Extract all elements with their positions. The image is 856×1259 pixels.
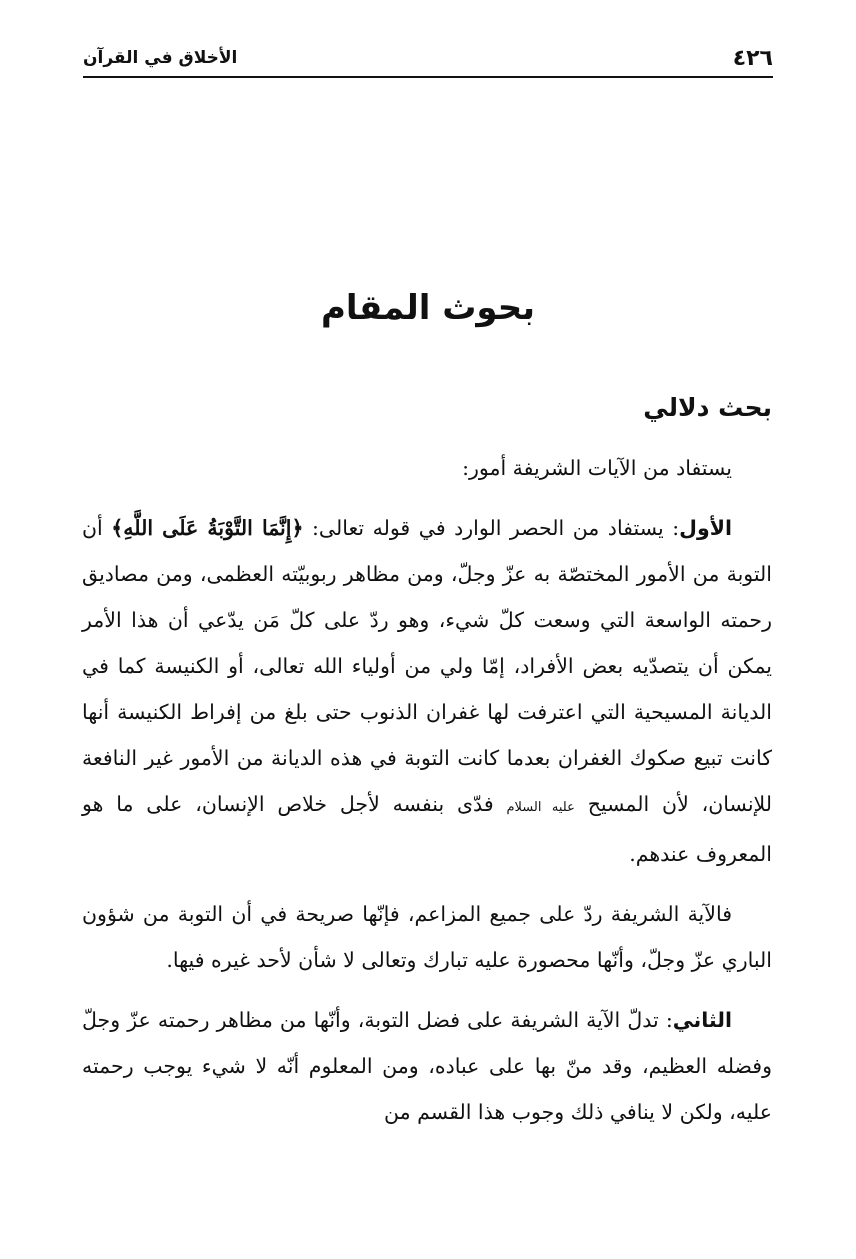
honorific-glyph: عليه السلام bbox=[506, 800, 575, 815]
section-title: بحوث المقام bbox=[321, 288, 535, 328]
point-one-text-c: فدّى بنفسه لأجل خلاص الإنسان، على ما هو المعروف عندهم. bbox=[82, 792, 772, 866]
subsection-title: بحث دلالي bbox=[643, 393, 772, 422]
page-number: ٤٢٦ bbox=[732, 45, 773, 71]
point-two-label: الثاني bbox=[672, 1008, 732, 1032]
point-one-paragraph bbox=[82, 505, 772, 877]
point-two-text: : تدلّ الآية الشريفة على فضل التوبة، وأنّها من مظاهر رحمته عزّ وجلّ وفضله العظيم، وقد منّ بها على عباده، ومن المعلوم أنّه لا شيء يوجب رحمته عليه، ولكن لا ينافي ذلك وجوب هذا القسم من bbox=[82, 1008, 772, 1124]
book-title: الأخلاق في القرآن bbox=[83, 48, 238, 68]
point-two-paragraph bbox=[82, 997, 772, 1135]
quran-verse: ﴿إِنَّمَا التَّوْبَةُ عَلَى اللَّهِ﴾ bbox=[111, 516, 304, 540]
point-one-text-b: أن التوبة من الأمور المختصّة به عزّ وجلّ، ومن مظاهر ربوبيّته العظمى، ومن مصاديق رحمته الواسعة التي وسعت كلّ شيء، وهو ردّ على كلّ مَن يدّعي أن هذا الأمر يمكن أن يتصدّيه بعض الأفراد، إمّا ولي من أولياء الله تعالى، أو الكنيسة كما في الديانة المسيحية التي اعترفت لها غفران الذنوب حتى بلغ من إفراط الكنيسة أنها كانت تبيع صكوك الغفران بعدما كانت التوبة في هذه الديانة من الأمور غير النافعة للإنسان، لأن المسيح bbox=[82, 516, 773, 816]
point-one-text-a: : يستفاد من الحصر الوارد في قوله تعالى: bbox=[303, 516, 680, 540]
conclusion-paragraph: فالآية الشريفة ردّ على جميع المزاعم، فإنّها صريحة في أن التوبة من شؤون الباري عزّ وجلّ، وأنّها محصورة عليه تبارك وتعالى لا شأن لأحد غيره فيها. bbox=[82, 902, 772, 972]
body-text bbox=[82, 445, 772, 1149]
point-one-label: الأول bbox=[679, 516, 732, 540]
running-header bbox=[83, 40, 773, 78]
intro-paragraph: يستفاد من الآيات الشريفة أمور: bbox=[462, 456, 732, 480]
